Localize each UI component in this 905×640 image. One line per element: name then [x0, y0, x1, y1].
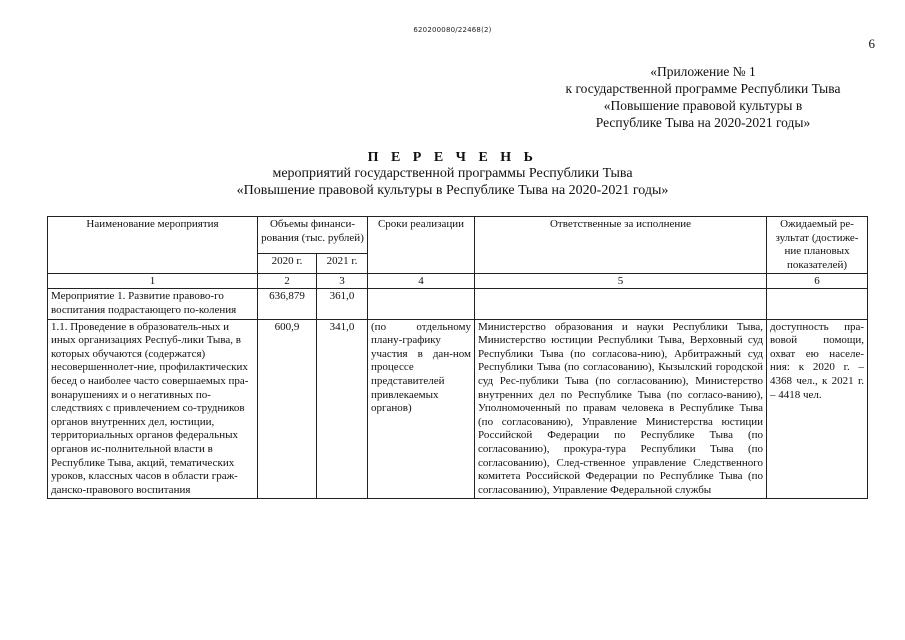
column-number: 6 — [767, 274, 868, 289]
row-responsible: Министерство образования и науки Республики Тыва, Министерство юстиции Республики Тыва, Верховный суд Республики Тыва (по согласова-нию), Арбитражный суд Республики Тыва (по согласованию), Кызылский городской суд Рес-публики Тыва (по согласованию), Министерство внутренних дел по Республике Тыва (по согласо-ванию), Уполномоченный по правам человека в Республике Тыва (по согласованию), Управление Министерства юстиции Российской Федерации по Республике Тыва (по согласованию), прокура-тура Республики Тыва (по согласованию), След-ственное управление Следственного комитета Российской Федерации по Республике Тыва (по согласованию), Управление Федеральной службы — [475, 319, 767, 499]
subtitle-line-2: «Повышение правовой культуры в Республике Тыва на 2020-2021 годы» — [236, 183, 669, 198]
appendix-line-1: «Приложение № 1 — [650, 64, 756, 79]
header-responsible: Ответственные за исполнение — [475, 217, 767, 274]
appendix-line-3: «Повышение правовой культуры в — [603, 98, 803, 113]
document-subtitle — [0, 165, 905, 199]
column-number: 2 — [258, 274, 317, 289]
table-row — [48, 319, 868, 499]
document-title: П Е Р Е Ч Е Н Ь — [367, 150, 538, 165]
column-number: 3 — [317, 274, 368, 289]
row-name: Мероприятие 1. Развитие правово-го воспитания подрастающего по-коления — [48, 289, 258, 319]
document-id: 620200080/22468(2) — [413, 26, 492, 34]
column-number-row — [48, 274, 868, 289]
header-expected: Ожидаемый ре-зультат (достиже-ние плановых показателей) — [767, 217, 868, 274]
row-responsible — [475, 289, 767, 319]
header-terms: Сроки реализации — [368, 217, 475, 274]
row-value-2021: 341,0 — [317, 319, 368, 499]
header-year-2021: 2021 г. — [317, 254, 368, 274]
row-value-2021: 361,0 — [317, 289, 368, 319]
header-funding: Объемы финанси-рования (тыс. рублей) — [258, 217, 368, 254]
row-value-2020: 636,879 — [258, 289, 317, 319]
column-number: 5 — [475, 274, 767, 289]
appendix-line-2: к государственной программе Республики Тыва — [565, 81, 841, 96]
activities-table — [47, 216, 868, 499]
row-terms — [368, 289, 475, 319]
table-header-row — [48, 217, 868, 254]
appendix-block — [533, 63, 873, 131]
row-terms: (по отдельному плану-графику участия в дан-ном процессе представителей привлекаемых органов) — [368, 319, 475, 499]
appendix-line-4: Республике Тыва на 2020-2021 годы» — [595, 115, 811, 130]
table-row — [48, 289, 868, 319]
page-number: 6 — [868, 36, 875, 51]
header-year-2020: 2020 г. — [258, 254, 317, 274]
row-name: 1.1. Проведение в образователь-ных и иных организациях Респуб-лики Тыва, в которых обучаются (содержатся) несовершеннолет-ние, профилактических бесед о наиболее часто совершаемых пра-вонарушениях и о негативных по-следствиях с привлечением со-трудников органов внутренних дел, юстиции, территориальных органов федеральных органов ис-полнительной власти в Республике Тыва, акций, тематических уроков, классных часов в области граж-данско-правового воспитания — [48, 319, 258, 499]
row-value-2020: 600,9 — [258, 319, 317, 499]
column-number: 4 — [368, 274, 475, 289]
subtitle-line-1: мероприятий государственной программы Республики Тыва — [272, 166, 633, 181]
header-name: Наименование мероприятия — [48, 217, 258, 274]
row-expected — [767, 289, 868, 319]
column-number: 1 — [48, 274, 258, 289]
row-expected: доступность пра-вовой помощи, охват ею населе-ния: к 2020 г. – 4368 чел., к 2021 г. – 4418 чел. — [767, 319, 868, 499]
